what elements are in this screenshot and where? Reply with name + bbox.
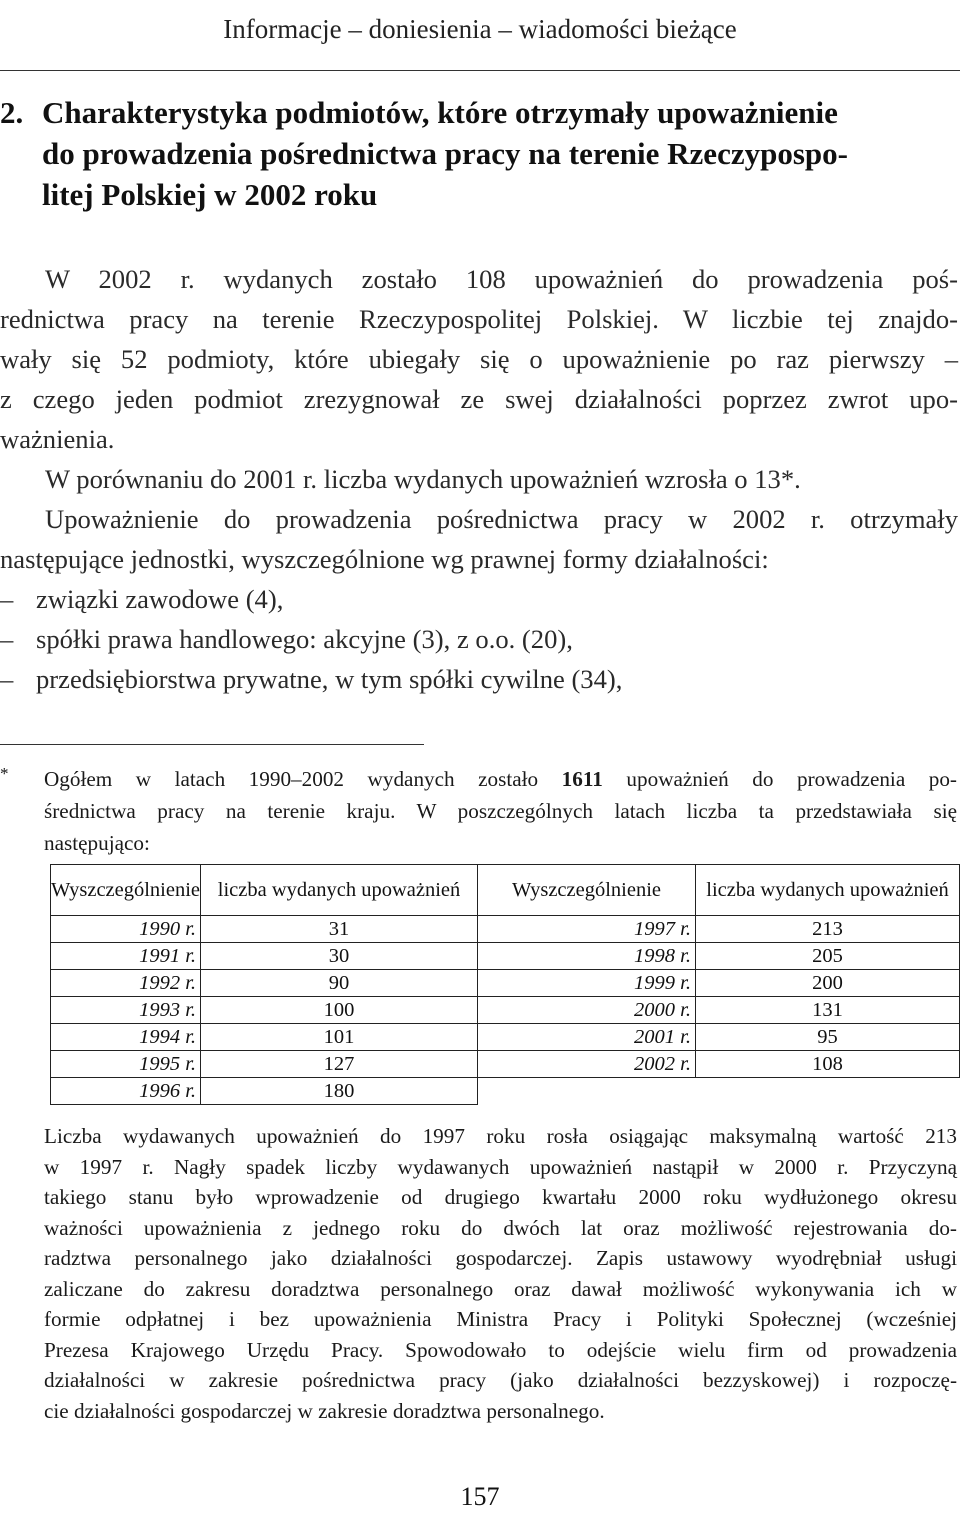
section-title-text-1: Charakterystyka podmiotów, które otrzymały upoważnienie [42, 95, 838, 130]
list-item [0, 579, 958, 619]
table-cell-value: 131 [696, 997, 960, 1024]
table-row [51, 916, 960, 943]
closing-paragraph [44, 1121, 957, 1426]
section-title [0, 92, 956, 215]
table-row [51, 970, 960, 997]
list-dash: – [0, 624, 14, 654]
closing-line: radztwa personalnego jako działalności gospodarczej. Zapis ustawowy wyodrębniał usługi [44, 1246, 957, 1270]
closing-line: takiego stanu było wprowadzenie od drugiego kwartału 2000 roku wydłużonego okresu [44, 1185, 957, 1209]
footnote-line-2: średnictwa pracy na terenie kraju. W poszczególnych latach liczba ta przedstawiała się [44, 799, 957, 823]
table-cell-value: 90 [201, 970, 478, 997]
header-rule [0, 70, 960, 71]
paragraph-1-line-1: W 2002 r. wydanych zostało 108 upoważnień do prowadzenia poś- [45, 264, 958, 294]
table-header: liczba wydanych upoważnień [696, 865, 960, 916]
table-cell-year: 1998 r. [478, 943, 696, 970]
table-cell-year: 1993 r. [51, 997, 201, 1024]
table-cell-value: 180 [201, 1078, 478, 1105]
list-item-text: spółki prawa handlowego: akcyjne (3), z o.o. (20), [36, 624, 573, 654]
table-cell-year: 1992 r. [51, 970, 201, 997]
paragraph-3-line-2: następujące jednostki, wyszczególnione wg prawnej formy działalności: [0, 544, 769, 574]
paragraph-1-line-5: ważnienia. [0, 424, 115, 454]
table-row [51, 997, 960, 1024]
list-item [0, 619, 958, 659]
paragraph-1-line-4: z czego jeden podmiot zrezygnował ze swej działalności poprzez zwrot upo- [0, 384, 958, 414]
section-title-line-1 [0, 92, 956, 133]
section-title-line-2: do prowadzenia pośrednictwa pracy na terenie Rzeczypospo- [42, 136, 848, 171]
table-row [51, 1051, 960, 1078]
closing-line: ważności upoważnienia z jednego roku do dwóch lat oraz możliwość rejestrowania do- [44, 1215, 957, 1240]
table-row [51, 1078, 960, 1105]
list-dash: – [0, 664, 14, 694]
footnote [44, 763, 957, 859]
licenses-table [50, 864, 960, 1105]
closing-line: Liczba wydawanych upoważnień do 1997 roku rosła osiągając maksymalną wartość 213 [44, 1124, 957, 1148]
body-text [0, 259, 958, 699]
table-cell-year: 2002 r. [478, 1051, 696, 1078]
footnote-marker: * [0, 764, 9, 783]
table-cell-year: 1994 r. [51, 1024, 201, 1051]
table-cell-year: 1999 r. [478, 970, 696, 997]
table-cell-value: 101 [201, 1024, 478, 1051]
table-cell-value: 95 [696, 1024, 960, 1051]
table-header: liczba wydanych upoważnień [201, 865, 478, 916]
closing-line: działalności w zakresie pośrednictwa pracy (jako działalności bezzyskowej) i rozpoczę- [44, 1368, 957, 1392]
table-cell-year: 2001 r. [478, 1024, 696, 1051]
footnote-line-3: następująco: [44, 831, 150, 855]
closing-line: w 1997 r. Nagły spadek liczby wydawanych upoważnień nastąpił w 2000 r. Przyczyną [44, 1154, 957, 1179]
table-cell-year: 1996 r. [51, 1078, 201, 1105]
list-item-text: przedsiębiorstwa prywatne, w tym spółki cywilne (34), [36, 664, 623, 694]
footnote-line-1 [44, 763, 957, 795]
section-number: 2. [0, 95, 24, 130]
table-cell-year: 1997 r. [478, 916, 696, 943]
running-header: Informacje – doniesienia – wiadomości bieżące [223, 14, 737, 44]
list-item [0, 659, 958, 699]
table-cell-year: 1990 r. [51, 916, 201, 943]
section-title-line-3: litej Polskiej w 2002 roku [42, 177, 378, 212]
closing-line: cie działalności gospodarczej w zakresie doradztwa personalnego. [44, 1398, 605, 1423]
paragraph-2: W porównaniu do 2001 r. liczba wydanych upoważnień wzrosła o 13*. [45, 464, 801, 494]
table-cell-value: 127 [201, 1051, 478, 1078]
table-cell-value: 213 [696, 916, 960, 943]
footnote-text: Ogółem w latach 1990–2002 wydanych zostało [44, 767, 562, 791]
page-number: 157 [460, 1482, 500, 1511]
table-row [51, 1024, 960, 1051]
list-dash: – [0, 584, 14, 614]
table-cell-value: 200 [696, 970, 960, 997]
table-cell-value: 31 [201, 916, 478, 943]
table-header: Wyszczególnienie [478, 865, 696, 916]
paragraph-3-line-1: Upoważnienie do prowadzenia pośrednictwa pracy w 2002 r. otrzymały [45, 504, 958, 534]
table-cell-year: 1991 r. [51, 943, 201, 970]
footnote-rule [0, 744, 424, 745]
table-row [51, 943, 960, 970]
list-item-text: związki zawodowe (4), [36, 584, 284, 614]
footnote-total: 1611 [561, 767, 603, 791]
table-empty-cell [478, 1078, 960, 1105]
paragraph-1-line-2: rednictwa pracy na terenie Rzeczypospolitej Polskiej. W liczbie tej znajdo- [0, 304, 958, 334]
table-cell-value: 205 [696, 943, 960, 970]
closing-line: zaliczane do zakresu doradztwa personalnego oraz dawał możliwość wykonywania ich w [44, 1276, 957, 1301]
table-cell-value: 108 [696, 1051, 960, 1078]
table-header-row [51, 865, 960, 916]
table-cell-value: 30 [201, 943, 478, 970]
table-cell-year: 2000 r. [478, 997, 696, 1024]
closing-line: Prezesa Krajowego Urzędu Pracy. Spowodowało to odejście wielu firm od prowadzenia [44, 1337, 957, 1362]
closing-line: formie odpłatnej i bez upoważnienia Ministra Pracy i Polityki Społecznej (wcześniej [44, 1307, 957, 1331]
table-cell-value: 100 [201, 997, 478, 1024]
table-cell-year: 1995 r. [51, 1051, 201, 1078]
paragraph-1-line-3: wały się 52 podmioty, które ubiegały się o upoważnienie po raz pierwszy – [0, 344, 958, 374]
footnote-text: upoważnień do prowadzenia po- [602, 767, 957, 791]
table-header: Wyszczególnienie [51, 865, 201, 916]
